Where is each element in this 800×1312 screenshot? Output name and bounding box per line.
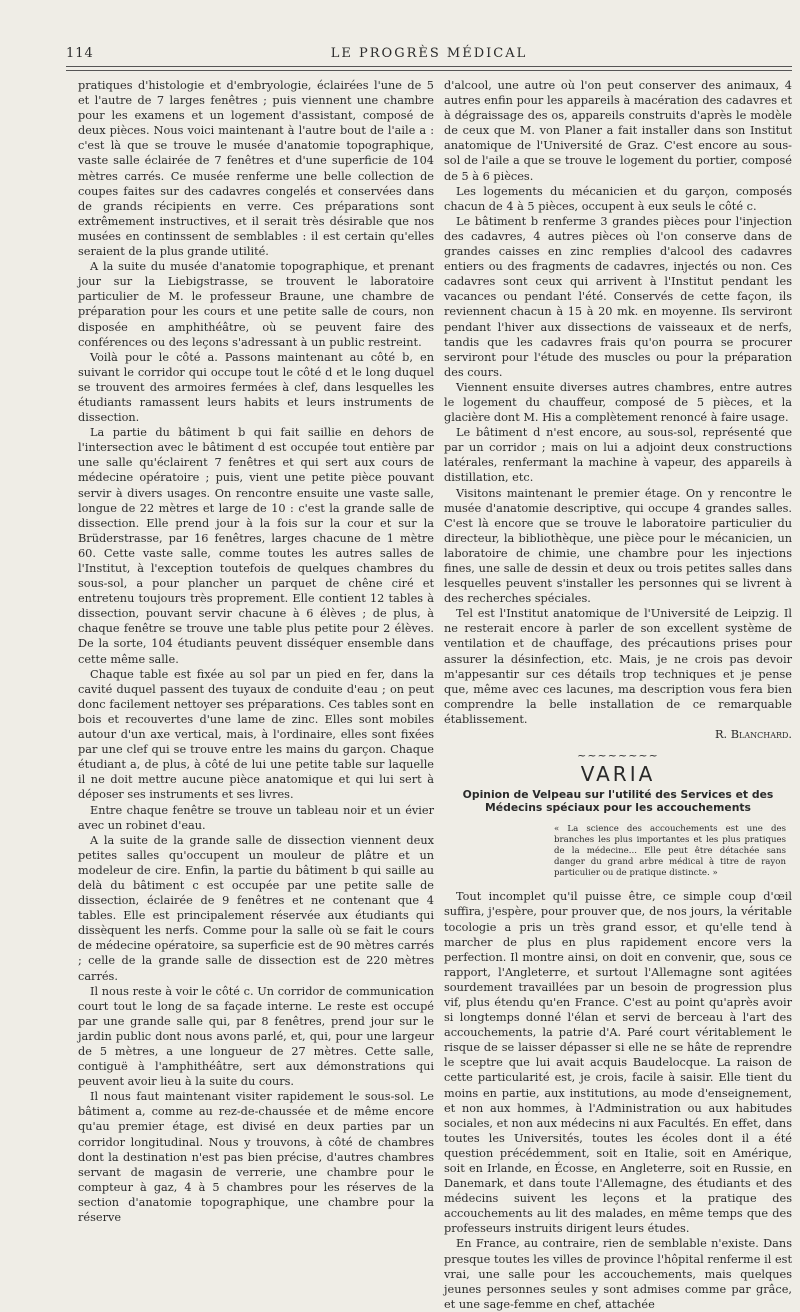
paragraph: Tout incomplet qu'il puisse être, ce simple coup d'œil suffira, j'espère, pour prouver que, de nos jours, la véritable tocologie a pris un très grand essor, et qu'elle tend à marcher de plus en plus rapidement encore vers la perfection. Il montre ainsi, on doit en convenir, que, sous ce rapport, l'Angleterre, et surtout l'Allemagne sont agitées sourdement travaillées par un besoin de progression plus vif, plus étendu qu'en France. C'est au point qu'après avoir si longtemps donné l'élan et servi de berceau à l'art des accouchements, la patrie d'A. Paré court véritablement le risque de se laisser dépasser si elle ne se hâte de reprendre le sceptre que lui avait acquis Baudelocque. La raison de cette particularité est, je crois, facile à saisir. Elle tient du moins en partie, aux institutions, au mode d'enseignement, et non aux hommes, à l'Administration ou aux habitudes sociales, et non aux médecins ni aux Facultés. En effet, dans toutes les Universités, toutes les écoles dont il a été question précédemment, soit en Italie, soit en Amérique, soit en Irlande, en Écosse, en Angleterre, soit en Russie, en Danemark, et dans toute l'Allemagne, des étudiants et des médecins suivent les leçons et la pratique des accouchements au lit des malades, en même temps que des professeurs instruits dirigent leurs études.: [444, 890, 792, 1236]
header-rule-top: [66, 66, 792, 67]
paragraph: d'alcool, une autre où l'on peut conserver des animaux, 4 autres enfin pour les appareils à macération des cadavres et à dégraissage des os, appareils construits d'après le modèle de ceux que M. von Planer a fait installer dans son Institut anatomique de l'Université de Graz. C'est encore au sous-sol de l'aile a que se trouve le logement du portier, composé de 5 à 6 pièces.: [444, 79, 792, 183]
header-rule-bottom: [66, 70, 792, 71]
paragraph: Il nous reste à voir le côté c. Un corridor de communication court tout le long de sa façade interne. Le reste est occupé par une grande salle qui, par 8 fenêtres, prend jour sur le jardin public dont nous avons parlé, et, qui, pour une largeur de 5 mètres, a une longueur de 27 mètres. Cette salle, contiguë à l'amphithéâtre, sert aux démonstrations qui peuvent avoir lieu à la suite du cours.: [78, 984, 434, 1089]
paragraph: pratiques d'histologie et d'embryologie, éclairées l'une de 5 et l'autre de 7 larges fenêtres ; puis viennent une chambre pour les examens et un logement d'assistant, composé de deux pièces. Nous voici maintenant à l'autre bout de l'aile a : c'est là que se trouve le musée d'anatomie topographique, vaste salle éclairée de 7 fenêtres et d'une superficie de 104 mètres carrés. Ce musée renferme une belle collection de coupes faites sur des cadavres congelés et conservées dans de grands récipients en verre. Ces préparations sont extrêmement instructives, et il serait très désirable que nos musées en continssent de semblables : il est certain qu'elles seraient de la plus grande utilité.: [78, 79, 434, 259]
ornament-divider: ~~~~~~~~: [577, 749, 659, 763]
page-number: 114: [66, 46, 94, 61]
paragraph: Entre chaque fenêtre se trouve un tableau noir et un évier avec un robinet d'eau.: [78, 803, 434, 832]
paragraph: A la suite du musée d'anatomie topographique, et prenant jour sur la Liebigstrasse, se trouvent le laboratoire particulier de M. le professeur Braune, une chambre de préparation pour les cours et une petite salle de cours, non disposée en amphithéâtre, où se peuvent faire des conférences ou des leçons s'adressant à un public restreint.: [78, 260, 434, 349]
epigraph: [554, 824, 786, 879]
page-header: [66, 46, 792, 64]
paragraph: Chaque table est fixée au sol par un pied en fer, dans la cavité duquel passent des tuyaux de conduite d'eau ; on peut donc facilement nettoyer ses préparations. Ces tables sont en bois et recouvertes d'une lame de zinc. Elles sont mobiles autour d'un axe vertical, mais, à l'ordinaire, elles sont fixées par une clef qui se trouve entre les mains du garçon. Chaque étudiant a, de plus, à côté de lui une petite table sur laquelle il ne doit mettre aucune pièce anatomique et qui lui sert à déposer ses instruments et ses livres.: [78, 667, 434, 802]
paragraph: Tel est l'Institut anatomique de l'Université de Leipzig. Il ne resterait encore à parler de son excellent système de ventilation et de chauffage, des précautions prises pour assurer la désinfection, etc. Mais, je ne crois pas devoir m'appesantir sur ces détails trop techniques et je pense que, même avec ces lacunes, ma description vous fera bien comprendre la belle installation de ce remarquable établissement.: [444, 607, 792, 726]
paragraph: Les logements du mécanicien et du garçon, composés chacun de 4 à 5 pièces, occupent à eux seuls le côté c.: [444, 184, 792, 213]
running-title: LE PROGRÈS MÉDICAL: [330, 46, 528, 61]
paragraph: La partie du bâtiment b qui fait saillie en dehors de l'intersection avec le bâtiment d est occupée tout entière par une salle qu'éclairent 7 fenêtres et qui sert aux cours de médecine opératoire ; puis, vient une petite pièce pouvant servir à divers usages. On rencontre ensuite une vaste salle, longue de 22 mètres et large de 10 : c'est la grande salle de dissection. Elle prend jour à la fois sur la cour et sur la Brüderstrasse, par 16 fenêtres, larges chacune de 1 mètre 60. Cette vaste salle, comme toutes les autres salles de l'Institut, à l'exception toutefois de quelques chambres du sous-sol, a pour plancher un parquet de chêne ciré et entretenu toujours très proprement. Elle contient 12 tables à dissection, pouvant servir chacune à 6 élèves ; de plus, à chaque fenêtre se trouve une table plus petite pour 2 élèves. De la sorte, 104 étudiants peuvent disséquer ensemble dans cette même salle.: [78, 426, 434, 666]
paragraph: Visitons maintenant le premier étage. On y rencontre le musée d'anatomie descriptive, qui occupe 4 grandes salles. C'est là encore que se trouve le laboratoire particulier du directeur, la bibliothèque, une pièce pour le mécanicien, un laboratoire de chimie, une chambre pour les injections fines, une salle de dessin et deux ou trois petites salles dans lesquelles peuvent s'installer les personnes qui se livrent à des recherches spéciales.: [444, 486, 792, 606]
paragraph: En France, au contraire, rien de semblable n'existe. Dans presque toutes les villes de province l'hôpital renferme il est vrai, une salle pour les accouchements, mais quelques jeunes personnes seules y sont admises comme par grâce, et une sage-femme en chef, attachée: [444, 1237, 792, 1311]
paragraph: Viennent ensuite diverses autres chambres, entre autres le logement du chauffeur, composé de 5 pièces, et la glacière dont M. His a complètement renoncé à faire usage.: [444, 380, 792, 425]
author-signature: R. Blanchard.: [715, 728, 792, 742]
epigraph-text: « La science des accouchements est une des branches les plus importantes et les plus pratiques de la médecine... Elle peut être détachée sans danger du grand arbre médical à titre de rayon particulier ou de pratique distincte. »: [554, 824, 786, 879]
paragraph: Il nous faut maintenant visiter rapidement le sous-sol. Le bâtiment a, comme au rez-de-chaussée et de même encore qu'au premier étage, est divisé en deux parties par un corridor longitudinal. Nous y trouvons, à côté de chambres dont la destination n'est pas bien précise, d'autres chambres servant de magasin de verrerie, une chambre pour le compteur à gaz, 4 à 5 chambres pour les réserves de la section d'anatomie topographique, une chambre pour la réserve: [78, 1090, 434, 1225]
section-title: VARIA: [580, 762, 656, 787]
paragraph: A la suite de la grande salle de dissection viennent deux petites salles qu'occupent un mouleur de plâtre et un modeleur de cire. Enfin, la partie du bâtiment b qui saille au delà du bâtiment c est occupée par une petite salle de dissection, éclairée de 9 fenêtres et ne contenant que 4 tables. Elle est principalement réservée aux étudiants qui dissèquent les nerfs. Comme pour la salle où se fait le cours de médecine opératoire, sa superficie est de 90 mètres carrés ; celle de la grande salle de dissection est de 220 mètres carrés.: [78, 833, 434, 983]
right-column: [444, 78, 792, 1311]
left-column: [78, 78, 434, 1225]
paragraph: Le bâtiment b renferme 3 grandes pièces pour l'injection des cadavres, 4 autres pièces où l'on conserve dans de grandes caisses en zinc remplies d'alcool des cadavres entiers ou des fragments de cadavres, injectés ou non. Ces cadavres sont ceux qui arrivent à l'Institut pendant les vacances ou pendant l'été. Conservés de cette façon, ils reviennent chacun à 15 à 20 mk. en moyenne. Ils serviront pendant l'hiver aux dissections de vaisseaux et de nerfs, tandis que les cadavres frais qu'on pourra se procurer serviront pour l'étude des muscles ou pour la préparation des cours.: [444, 214, 792, 379]
paragraph: Le bâtiment d n'est encore, au sous-sol, représenté que par un corridor ; mais on lui a adjoint deux constructions latérales, renfermant la machine à vapeur, des appareils à distillation, etc.: [444, 426, 792, 485]
article-title: Opinion de Velpeau sur l'utilité des Services et des Médecins spéciaux pour les accouchements: [462, 788, 774, 815]
paragraph: Voilà pour le côté a. Passons maintenant au côté b, en suivant le corridor qui occupe tout le côté d et le long duquel se trouvent des armoires fermées à clef, dans lesquelles les étudiants ramassent leurs habits et leurs instruments de dissection.: [78, 350, 434, 425]
